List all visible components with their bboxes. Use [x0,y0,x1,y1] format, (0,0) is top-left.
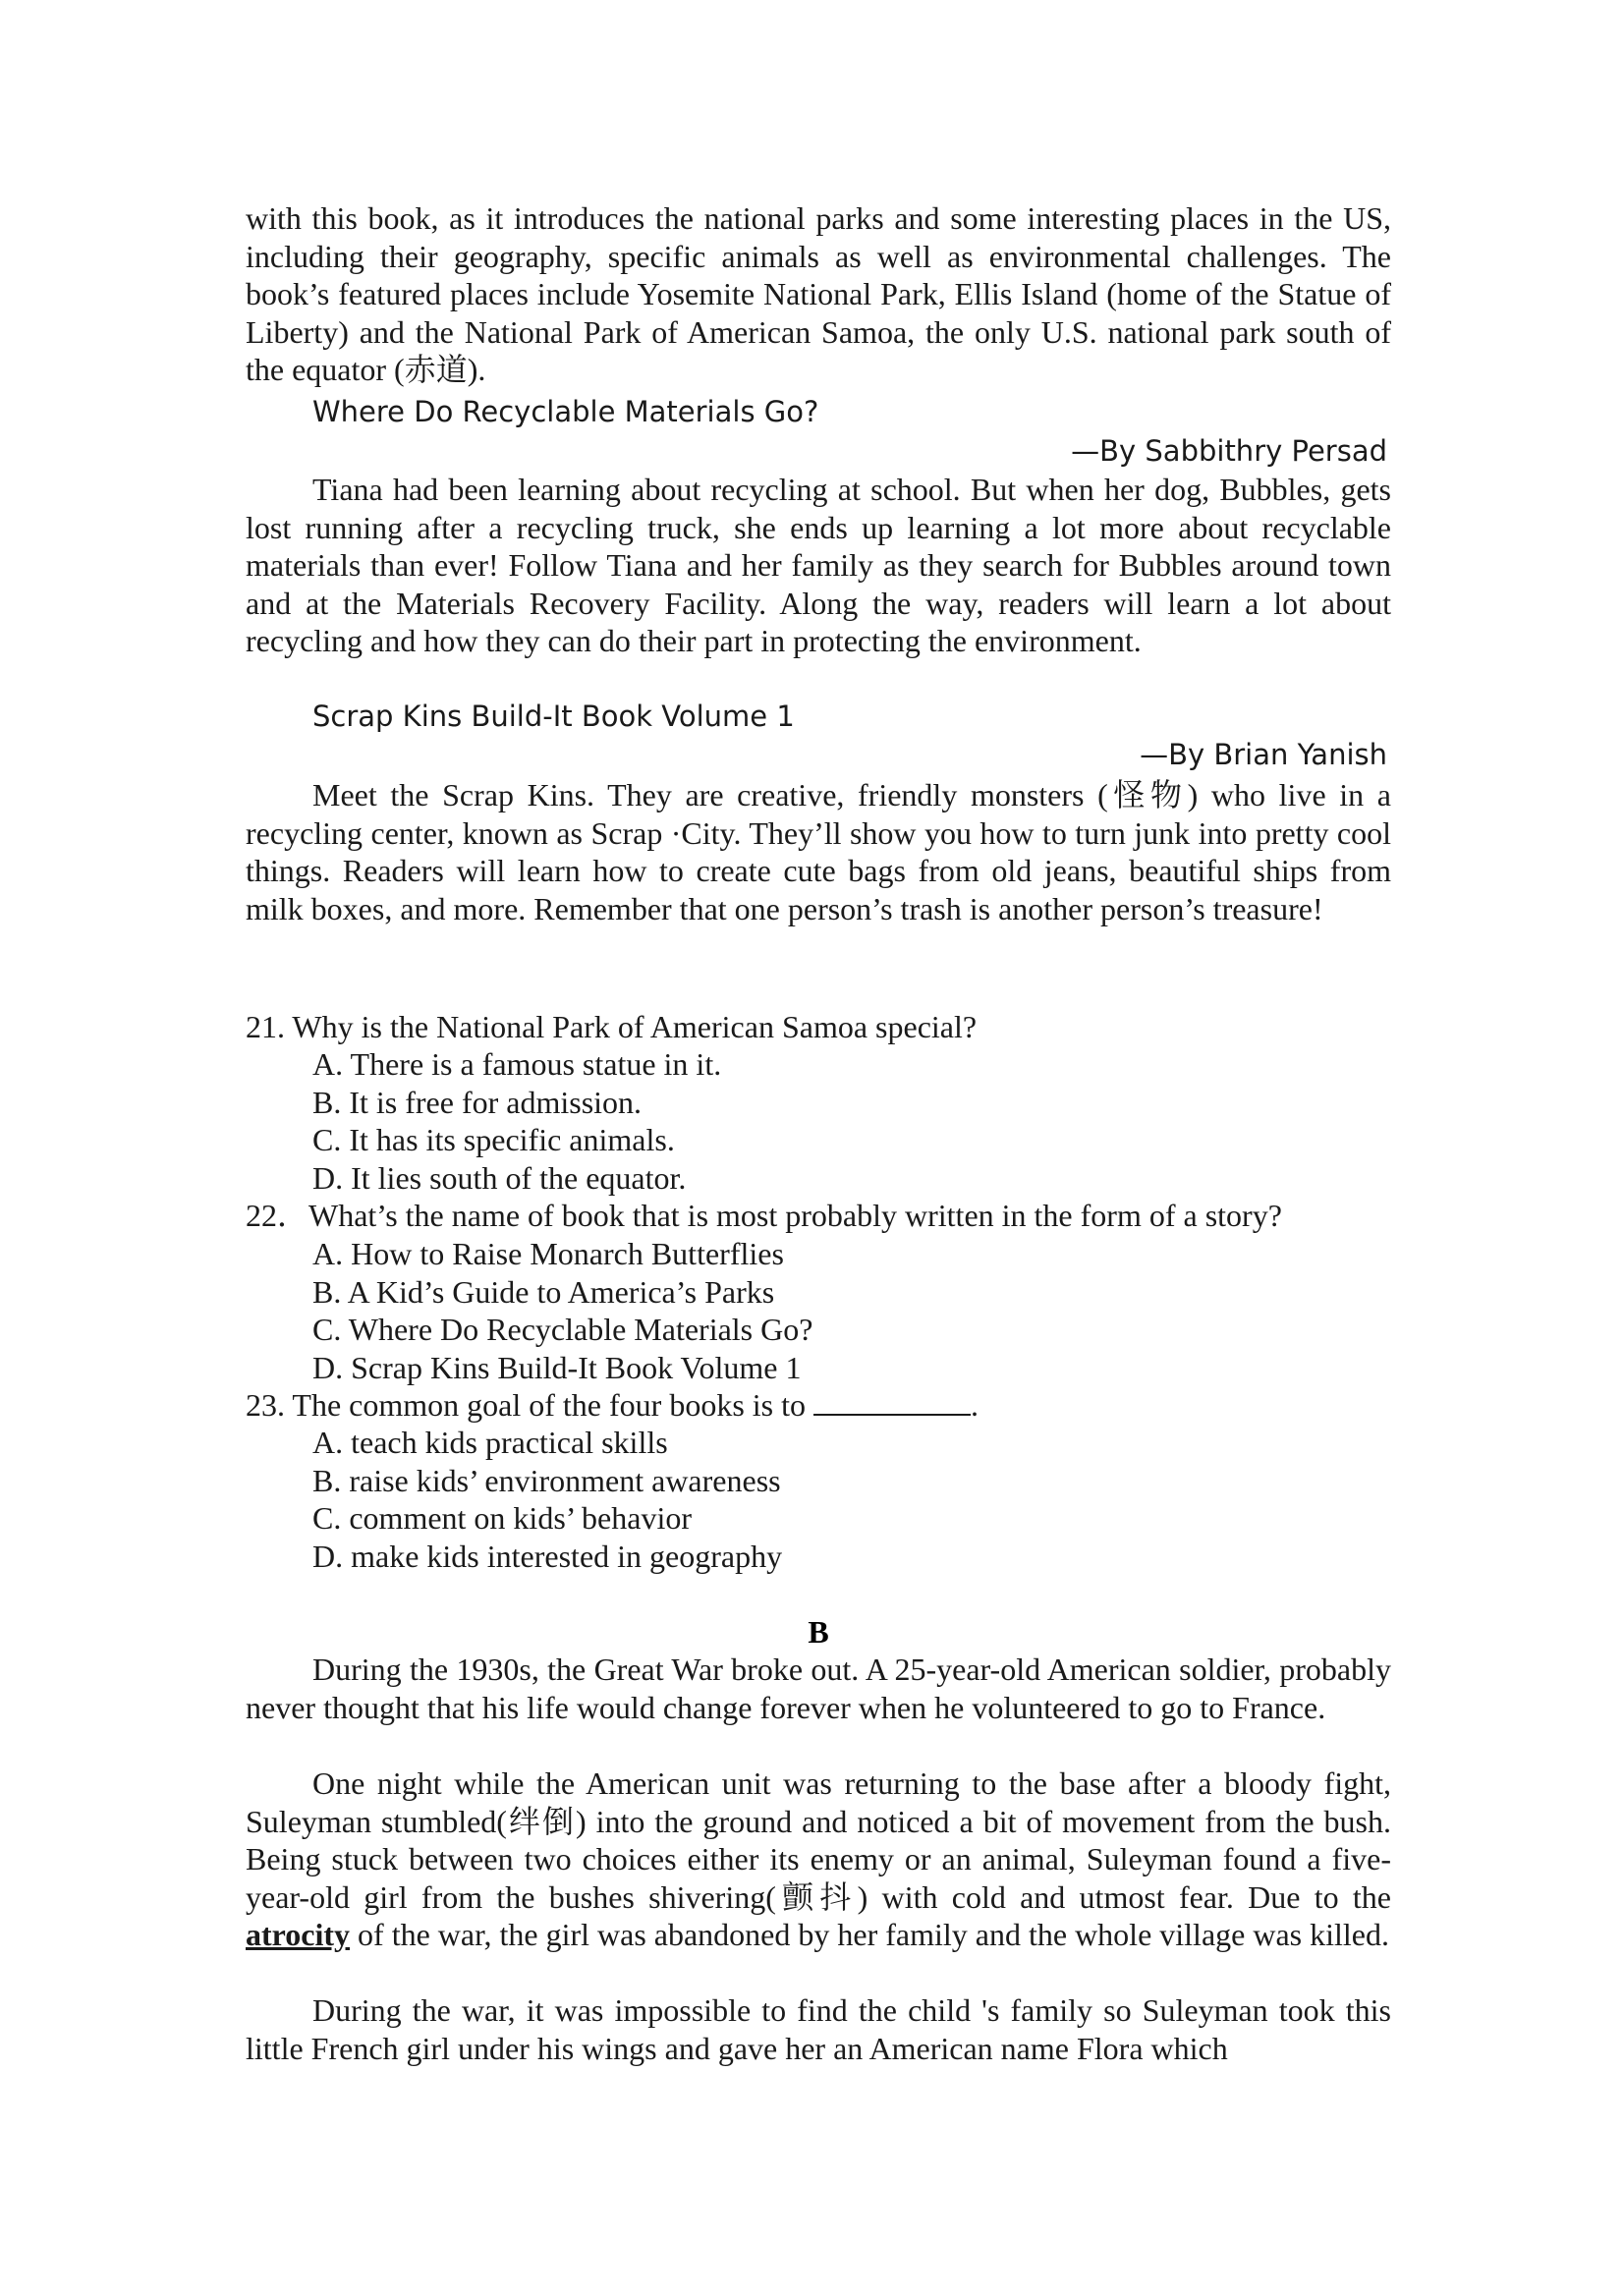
passage-b-paragraph-3: During the war, it was impossible to find the child 's family so Suleyman took this little French girl under his wings and gave her an American name Flora which [246,1992,1391,2066]
question-21: 21. Why is the National Park of American Samoa special? [246,1009,978,1044]
book4-author: —By Brian Yanish [1140,738,1387,771]
q21-option-d: D. It lies south of the equator. [312,1160,687,1196]
book3-title: Where Do Recyclable Materials Go? [312,395,819,428]
answer-blank [813,1390,971,1416]
q23-option-b: B. raise kids’ environment awareness [312,1463,781,1498]
q21-option-c: C. It has its specific animals. [312,1122,675,1157]
q21-option-a: A. There is a famous statue in it. [312,1046,722,1082]
keyword-atrocity: atrocity [246,1917,351,1952]
q23-option-d: D. make kids interested in geography [312,1539,783,1574]
q22-option-c: C. Where Do Recyclable Materials Go? [312,1312,813,1347]
q22-option-d: D. Scrap Kins Build-It Book Volume 1 [312,1350,802,1385]
book4-description: Meet the Scrap Kins. They are creative, friendly monsters (怪物) who live in a recycling center, known as Scrap ·City. They’ll show you how to turn junk into pretty cool things. Readers will learn how to create cute bags from old jeans, beautiful ships from milk boxes, and more. Remember that one person’s trash is another person’s treasure! [246,777,1391,926]
q23-period: . [971,1387,979,1423]
question-23 [246,1386,979,1425]
passage-b-paragraph-2 [246,1764,1391,1954]
q22-option-a: A. How to Raise Monarch Butterflies [312,1236,784,1271]
passage-b-paragraph-1: During the 1930s, the Great War broke out. A 25-year-old American soldier, probably never thought that his life would change forever when he volunteered to go to France. [246,1652,1391,1725]
book3-description: Tiana had been learning about recycling at school. But when her dog, Bubbles, gets lost running after a recycling truck, she ends up learning a lot more about recyclable materials than ever! Follow Tiana and her family as they search for Bubbles around town and at the Materials Recovery Facility. Along the way, readers will learn a lot about recycling and how they can do their part in protecting the environment. [246,472,1391,658]
q23-option-a: A. teach kids practical skills [312,1425,668,1460]
book3-author: —By Sabbithry Persad [1071,434,1387,468]
section-b-heading: B [808,1614,829,1650]
book4-title: Scrap Kins Build-It Book Volume 1 [312,700,795,733]
paragraph-2-text-end: of the war, the girl was abandoned by her family and the whole village was killed. [350,1917,1389,1952]
q23-stem: 23. The common goal of the four books is to [246,1387,813,1423]
q21-option-b: B. It is free for admission. [312,1085,643,1120]
q23-option-c: C. comment on kids’ behavior [312,1500,692,1536]
question-22: 22．What’s the name of book that is most probably written in the form of a story? [246,1198,1282,1233]
paragraph-2-text-start: One night while the American unit was returning to the base after a bloody fight, Suleyman stumbled(绊倒) into the ground and noticed a bit of movement from the bush. Being stuck between two choices either its enemy or an animal, Suleyman found a five-year-old girl from the bushes shivering(颤抖) with cold and utmost fear. Due to the [246,1765,1391,1915]
q22-option-b: B. A Kid’s Guide to America’s Parks [312,1274,775,1310]
parks-paragraph-continued: with this book, as it introduces the national parks and some interesting places in the US, including their geography, specific animals as well as environmental challenges. The book’s featured places include Yosemite National Park, Ellis Island (home of the Statue of Liberty) and the National Park of American Samoa, the only U.S. national park south of the equator (赤道). [246,200,1391,387]
